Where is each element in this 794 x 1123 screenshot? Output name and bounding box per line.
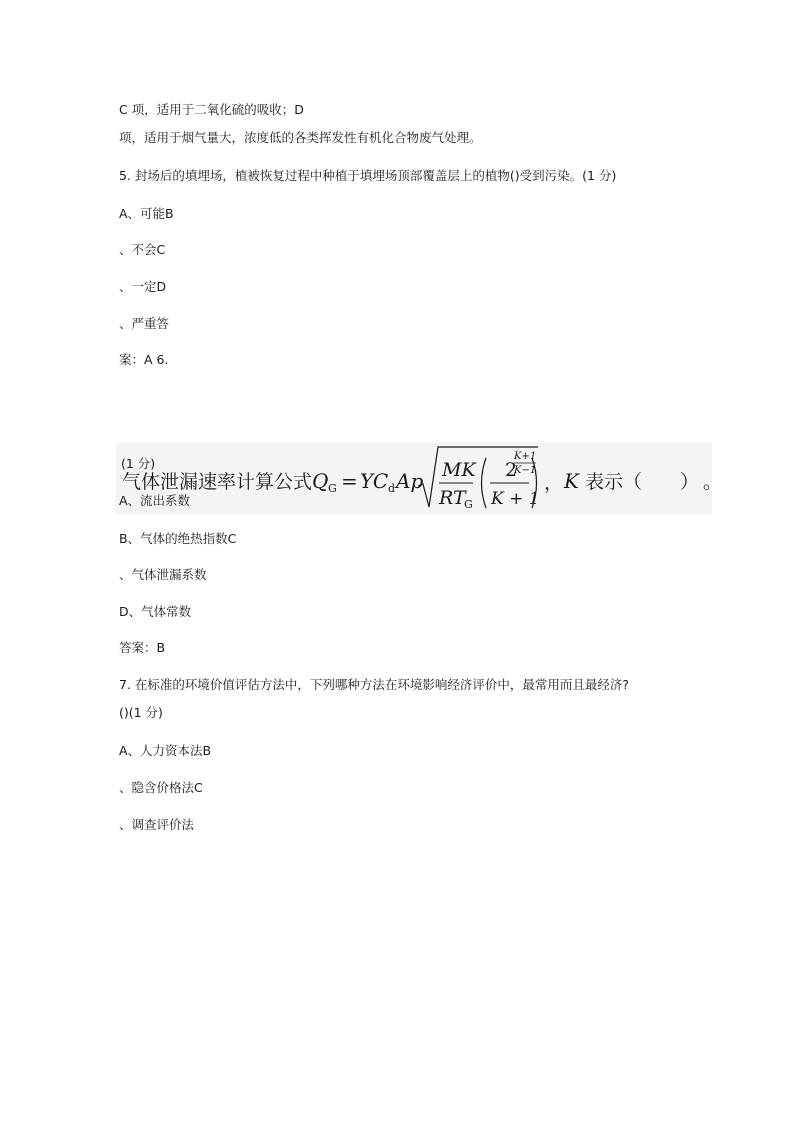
question-6-score: (1 分) bbox=[121, 456, 156, 471]
option-a: A、可能B bbox=[119, 206, 174, 221]
text-line: C 项，适用于二氧化硫的吸收；D bbox=[119, 102, 304, 117]
formula-end: 。 bbox=[703, 471, 723, 493]
option-c: 、调查评价法 bbox=[119, 817, 195, 832]
answer-line: 案：A 6. bbox=[119, 352, 169, 367]
option-c: 、一定D bbox=[119, 279, 167, 294]
formula-mk: MK bbox=[442, 459, 476, 481]
formula-q: Q bbox=[312, 469, 329, 493]
option-d: D、气体常数 bbox=[119, 604, 192, 619]
formula-yc: YC bbox=[360, 469, 389, 493]
option-b: 、隐含价格法C bbox=[119, 780, 203, 795]
formula-q-sub: G bbox=[328, 482, 337, 495]
exponent-denominator: K−1 bbox=[514, 465, 537, 476]
formula-k: K bbox=[564, 469, 579, 493]
question-7-stem: 7. 在标准的环境价值评估方法中，下列哪种方法在环境影响经济评价中，最常用而且最经济? bbox=[119, 677, 630, 692]
question-5-stem: 5. 封场后的填埋场，植被恢复过程中种植于填埋场顶部覆盖层上的植物()受到污染。(1 分) bbox=[119, 168, 617, 183]
formula-rt-sub: G bbox=[464, 498, 473, 511]
formula-prefix: 气体泄漏速率计算公式 bbox=[122, 471, 313, 493]
option-c: 、气体泄漏系数 bbox=[119, 567, 207, 582]
left-paren bbox=[482, 458, 487, 508]
option-a: A、流出系数 bbox=[119, 493, 191, 508]
formula-comma: ， bbox=[544, 472, 564, 494]
answer-line: 答案：B bbox=[119, 640, 166, 655]
formula-two: 2 bbox=[505, 459, 518, 481]
formula-image bbox=[116, 442, 723, 514]
formula-suffix: 表示（ ） bbox=[585, 471, 700, 493]
formula-d-sub: d bbox=[388, 482, 396, 495]
exponent-numerator: K+1 bbox=[514, 451, 537, 462]
option-d: 、严重答 bbox=[119, 316, 170, 331]
option-b: 、不会C bbox=[119, 242, 166, 257]
question-7-stem-cont: ()(1 分) bbox=[119, 705, 163, 720]
option-a: A、人力资本法B bbox=[119, 743, 212, 758]
formula-equals: = bbox=[341, 469, 358, 493]
formula-k-plus-1: K + 1 bbox=[491, 489, 540, 509]
formula-rt: RT bbox=[439, 487, 466, 509]
option-b: B、气体的绝热指数C bbox=[119, 531, 237, 546]
formula-ap: Ap bbox=[396, 469, 424, 493]
text-line: 项，适用于烟气量大，浓度低的各类挥发性有机化合物废气处理。 bbox=[119, 130, 482, 145]
